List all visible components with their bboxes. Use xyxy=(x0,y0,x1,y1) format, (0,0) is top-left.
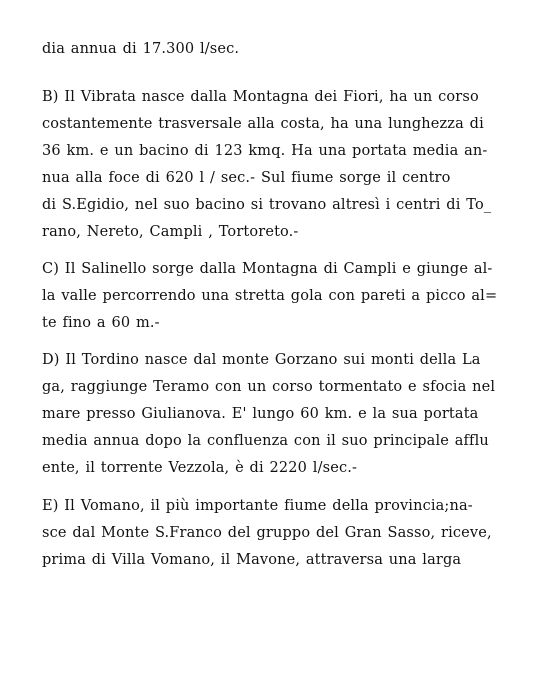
text-line: sce dal Monte S.Franco del gruppo del Gran Sasso, riceve, xyxy=(42,525,492,541)
text-line: dia annua di 17.300 l/sec. xyxy=(42,41,240,57)
text-line: ente, il torrente Vezzola, è di 2220 l/sec.- xyxy=(42,460,358,476)
text-line: 36 km. e un bacino di 123 kmq. Ha una portata media an- xyxy=(42,143,488,159)
text-line: D) Il Tordino nasce dal monte Gorzano sui monti della La xyxy=(42,352,481,368)
text-line: la valle percorrendo una stretta gola con pareti a picco al= xyxy=(42,288,498,304)
text-line: te fino a 60 m.- xyxy=(42,315,160,331)
text-line: E) Il Vomano, il più importante fiume della provincia;na- xyxy=(42,498,473,514)
text-line: mare presso Giulianova. E' lungo 60 km. e la sua portata xyxy=(42,406,479,422)
text-line: B) Il Vibrata nasce dalla Montagna dei Fiori, ha un corso xyxy=(42,89,479,105)
text-line: rano, Nereto, Campli , Tortoreto.- xyxy=(42,224,299,240)
text-line: ga, raggiunge Teramo con un corso tormentato e sfocia nel xyxy=(42,379,496,395)
text-line: media annua dopo la confluenza con il suo principale afflu xyxy=(42,433,489,449)
text-line: prima di Villa Vomano, il Mavone, attraversa una larga xyxy=(42,552,462,568)
text-line: costantemente trasversale alla costa, ha una lunghezza di xyxy=(42,116,484,132)
text-line: C) Il Salinello sorge dalla Montagna di Campli e giunge al- xyxy=(42,261,493,277)
text-line: nua alla foce di 620 l / sec.- Sul fiume sorge il centro xyxy=(42,170,451,186)
text-line: di S.Egidio, nel suo bacino si trovano altresì i centri di To_ xyxy=(42,197,492,213)
